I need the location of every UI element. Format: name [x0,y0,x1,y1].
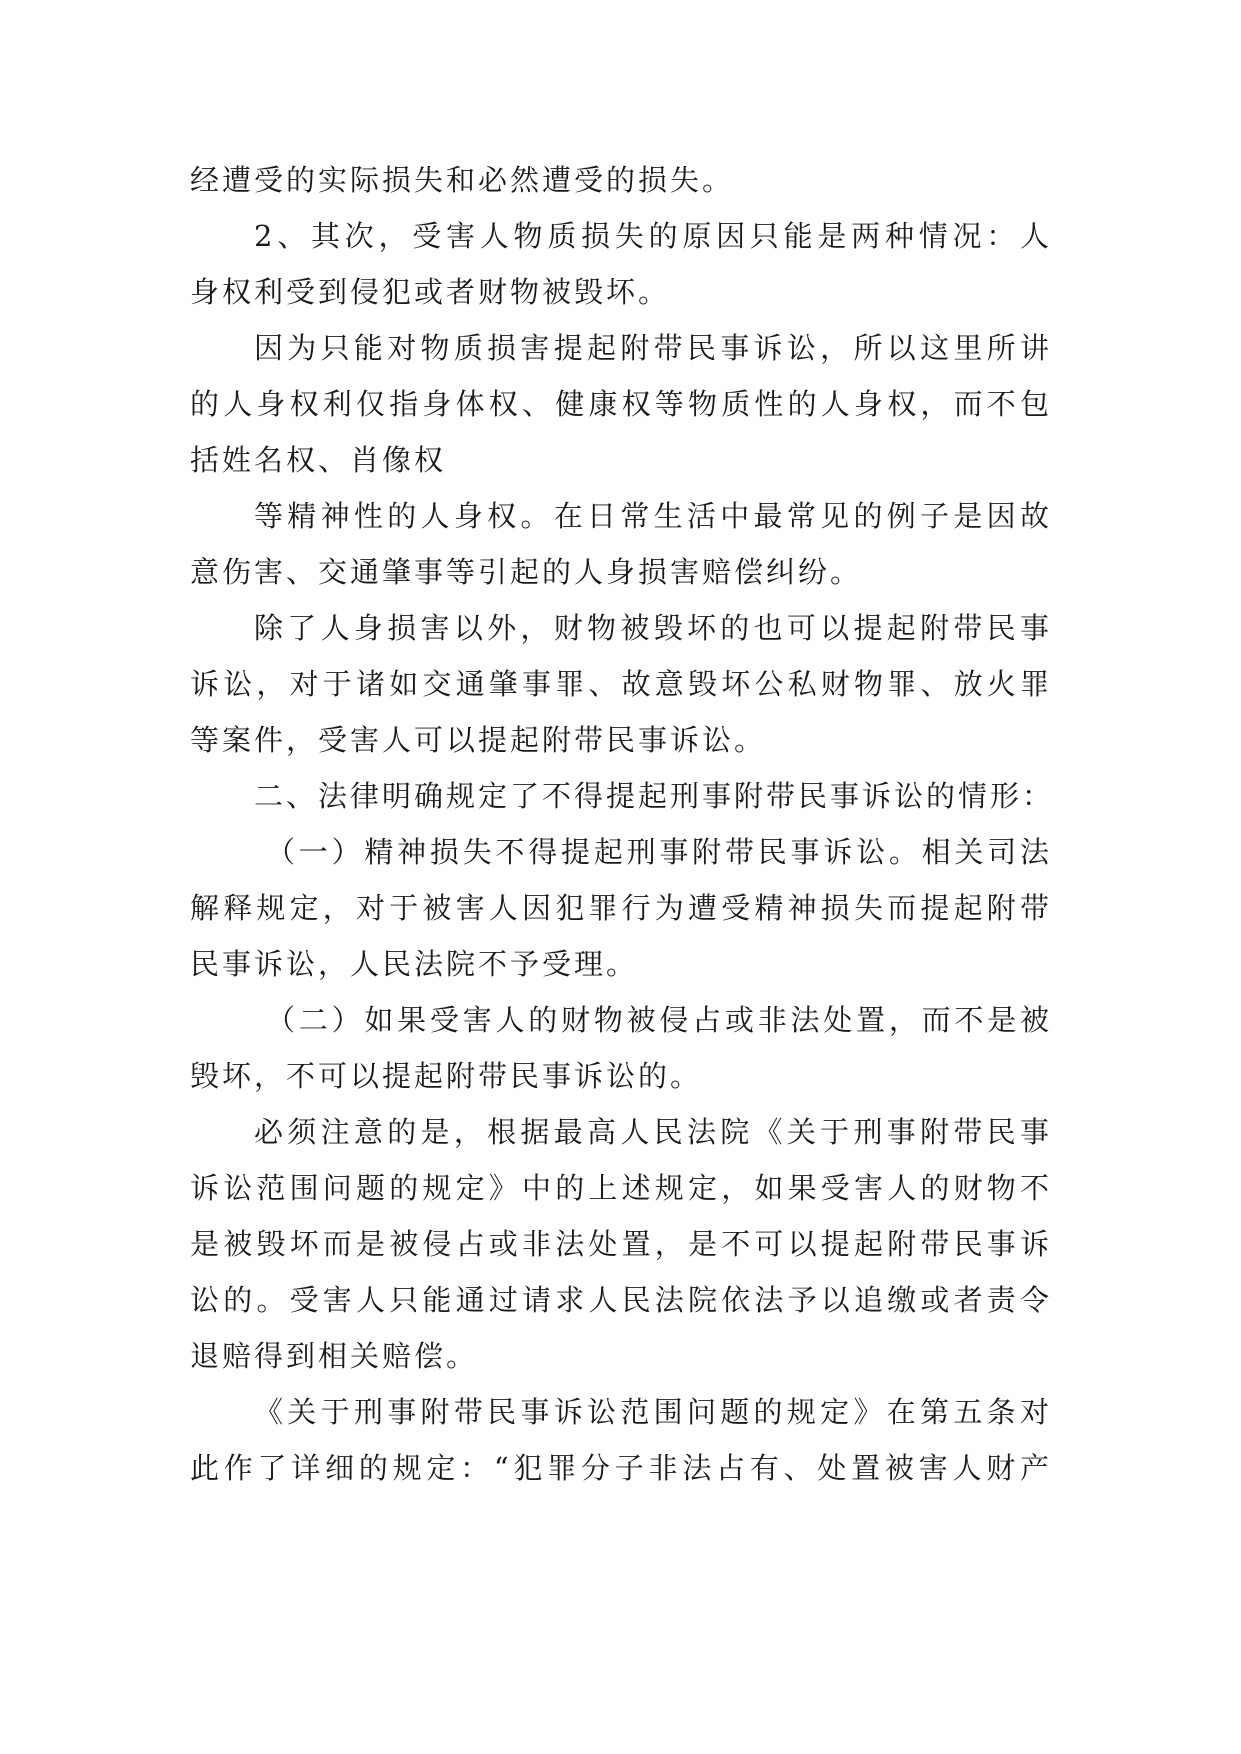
text-line: 经遭受的实际损失和必然遭受的损失。 [190,163,735,197]
text-line: 退赔得到相关赔偿。 [190,1339,479,1373]
text-line: 等精神性的人身权。在日常生活中最常见的例子是因故 [254,499,1052,533]
text-line: 毁坏，不可以提起附带民事诉讼的。 [190,1059,703,1093]
text-line: 民事诉讼，人民法院不予受理。 [190,947,639,981]
text-line: 2、其次，受害人物质损失的原因只能是两种情况：人 [254,219,1052,253]
text-line: （一）精神损失不得提起刑事附带民事诉讼。相关司法 [266,835,1052,869]
text-line: 等案件，受害人可以提起附带民事诉讼。 [190,723,767,757]
text-line: 身权利受到侵犯或者财物被毁坏。 [190,275,671,309]
text-line: （二）如果受害人的财物被侵占或非法处置，而不是被 [266,1003,1052,1037]
document-body [190,152,1055,1496]
text-line: 《关于刑事附带民事诉讼范围问题的规定》在第五条对 [254,1395,1052,1429]
text-line: 的人身权利仅指身体权、健康权等物质性的人身权，而不包 [190,387,1052,421]
text-line: 是被毁坏而是被侵占或非法处置，是不可以提起附带民事诉 [190,1227,1052,1261]
text-line: 解释规定，对于被害人因犯罪行为遭受精神损失而提起附带 [190,891,1052,925]
text-line: 除了人身损害以外，财物被毁坏的也可以提起附带民事 [254,611,1052,645]
text-line: 诉讼范围问题的规定》中的上述规定，如果受害人的财物不 [190,1171,1052,1205]
section-heading: 二、法律明确规定了不得提起刑事附带民事诉讼的情形： [254,779,1055,813]
text-line: 必须注意的是，根据最高人民法院《关于刑事附带民事 [254,1115,1052,1149]
text-line: 意伤害、交通肇事等引起的人身损害赔偿纠纷。 [190,555,863,589]
text-line: 此作了详细的规定：“犯罪分子非法占有、处置被害人财产 [190,1451,1052,1485]
text-line: 诉讼，对于诸如交通肇事罪、故意毁坏公私财物罪、放火罪 [190,667,1052,701]
text-line: 因为只能对物质损害提起附带民事诉讼，所以这里所讲 [254,331,1052,365]
text-line: 括姓名权、肖像权 [190,443,447,477]
text-line: 讼的。受害人只能通过请求人民法院依法予以追缴或者责令 [190,1283,1052,1317]
